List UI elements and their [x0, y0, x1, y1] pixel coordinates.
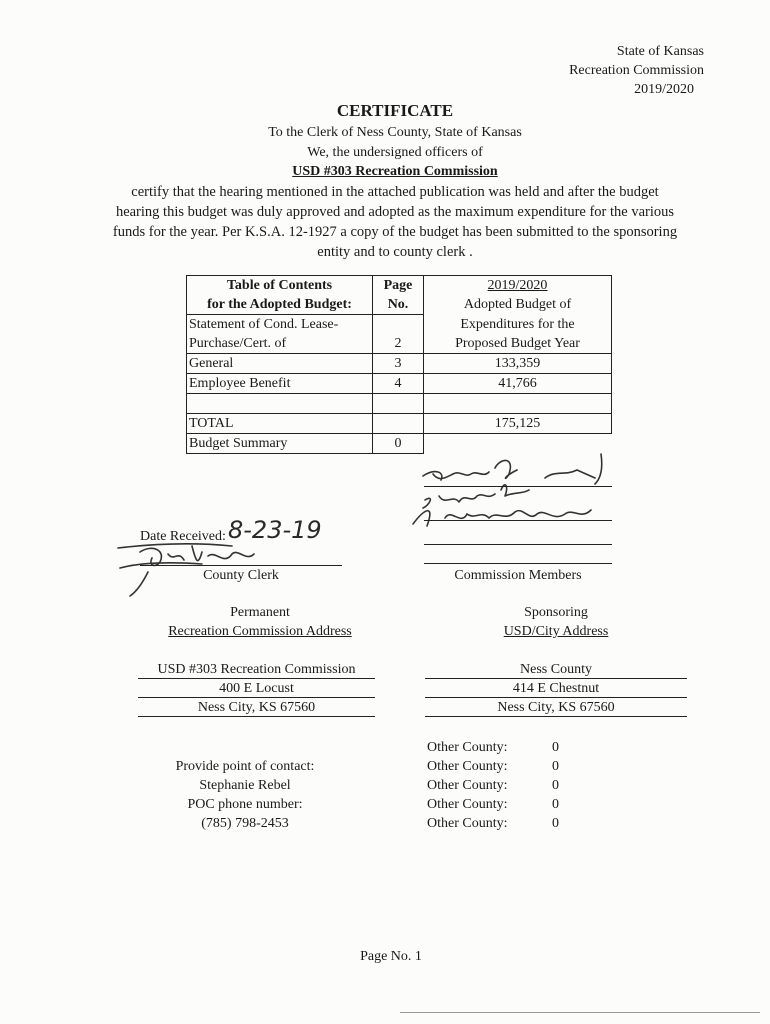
other-county-row [427, 795, 559, 814]
signature-line-2 [424, 520, 612, 521]
other-county-value: 0 [552, 797, 559, 812]
header-commission: Recreation Commission [569, 63, 704, 78]
table-header-page: Page [373, 276, 424, 296]
table-row-lease-page: 2 [373, 334, 424, 354]
table-header-contents-2: for the Adopted Budget: [187, 295, 373, 315]
table-row-employee-benefit-page: 4 [373, 374, 424, 394]
budget-table [186, 275, 612, 454]
signature-line-1 [424, 486, 612, 487]
other-county-label: Other County: [427, 740, 508, 755]
table-row-total: TOTAL [187, 414, 373, 434]
table-row-total-amount: 175,125 [424, 414, 612, 434]
table-header-expenditures: Expenditures for the [424, 315, 612, 335]
poc-phone: (785) 798-2453 [201, 816, 289, 831]
table-cell-empty [373, 394, 424, 414]
right-address-title [440, 603, 672, 641]
table-row-general-page: 3 [373, 354, 424, 374]
document-header [484, 42, 704, 99]
table-row-lease-2: Purchase/Cert. of [187, 334, 373, 354]
date-received-label: Date Received: [140, 529, 226, 544]
table-header-year: 2019/2020 [424, 276, 612, 296]
poc-phone-label: POC phone number: [187, 797, 303, 812]
other-county-value: 0 [552, 778, 559, 793]
table-cell-empty [424, 394, 612, 414]
other-county-row [427, 757, 559, 776]
right-address-line1: Ness County [520, 662, 592, 677]
poc-label: Provide point of contact: [175, 759, 315, 774]
date-received-value: 8-23-19 [228, 516, 322, 544]
other-county-value: 0 [552, 759, 559, 774]
table-header-page-2: No. [373, 295, 424, 315]
other-county-row [427, 738, 559, 757]
poc-name: Stephanie Rebel [199, 778, 291, 793]
table-header-contents: Table of Contents [187, 276, 373, 296]
table-row-budget-summary-page: 0 [373, 434, 424, 454]
other-county-value: 0 [552, 740, 559, 755]
page-number: Page No. 1 [360, 949, 422, 964]
other-county-label: Other County: [427, 816, 508, 831]
other-county-row [427, 776, 559, 795]
table-cell-empty [373, 315, 424, 335]
left-address-rule [138, 716, 375, 717]
right-address-title-line1: Sponsoring [524, 605, 588, 620]
table-row-employee-benefit: Employee Benefit [187, 374, 373, 394]
table-row-lease-1: Statement of Cond. Lease- [187, 315, 373, 335]
certificate-title: CERTIFICATE [336, 101, 454, 120]
other-county-label: Other County: [427, 778, 508, 793]
left-address-line3: Ness City, KS 67560 [197, 700, 316, 715]
entity-name: USD #303 Recreation Commission [292, 164, 498, 179]
table-cell-empty [187, 394, 373, 414]
table-header-proposed: Proposed Budget Year [424, 334, 612, 354]
table-row-general-amount: 133,359 [424, 354, 612, 374]
scan-edge-line [400, 1012, 760, 1013]
left-address-title [140, 603, 380, 641]
undersigned-line: We, the undersigned officers of [307, 145, 483, 160]
signature-line-4 [424, 563, 612, 564]
header-year: 2019/2020 [634, 82, 694, 97]
certification-paragraph: certify that the hearing mentioned in the attached publication was held and after the budget hearing this budget was duly approved and adopted as the maximum expenditure for the various funds for the year. Per K.S.A. 12-1927 a copy of the budget has been submitted to the sponsoring entity and to county clerk . [112, 184, 678, 260]
other-county-value: 0 [552, 816, 559, 831]
county-clerk-label: County Clerk [203, 568, 279, 583]
left-address-title-line1: Permanent [230, 605, 290, 620]
table-cell-empty [373, 414, 424, 434]
left-address-line2: 400 E Locust [219, 681, 294, 696]
table-header-adopted: Adopted Budget of [424, 295, 612, 315]
header-state: State of Kansas [616, 44, 704, 59]
other-county-row [427, 814, 559, 833]
right-address-line3: Ness City, KS 67560 [497, 700, 615, 715]
right-address-rule [425, 716, 687, 717]
commission-members-label: Commission Members [454, 568, 582, 583]
table-row-employee-benefit-amount: 41,766 [424, 374, 612, 394]
point-of-contact [140, 757, 350, 833]
to-clerk-line: To the Clerk of Ness County, State of Kansas [268, 125, 522, 140]
table-row-general: General [187, 354, 373, 374]
other-county-label: Other County: [427, 759, 508, 774]
other-county-label: Other County: [427, 797, 508, 812]
right-address-line2: 414 E Chestnut [512, 681, 600, 696]
signature-line-3 [424, 544, 612, 545]
left-address-title-line2: Recreation Commission Address [168, 624, 352, 639]
left-address-line1: USD #303 Recreation Commission [157, 662, 356, 677]
right-address-title-line2: USD/City Address [503, 624, 609, 639]
table-row-budget-summary: Budget Summary [187, 434, 373, 454]
other-counties-list [427, 738, 559, 833]
